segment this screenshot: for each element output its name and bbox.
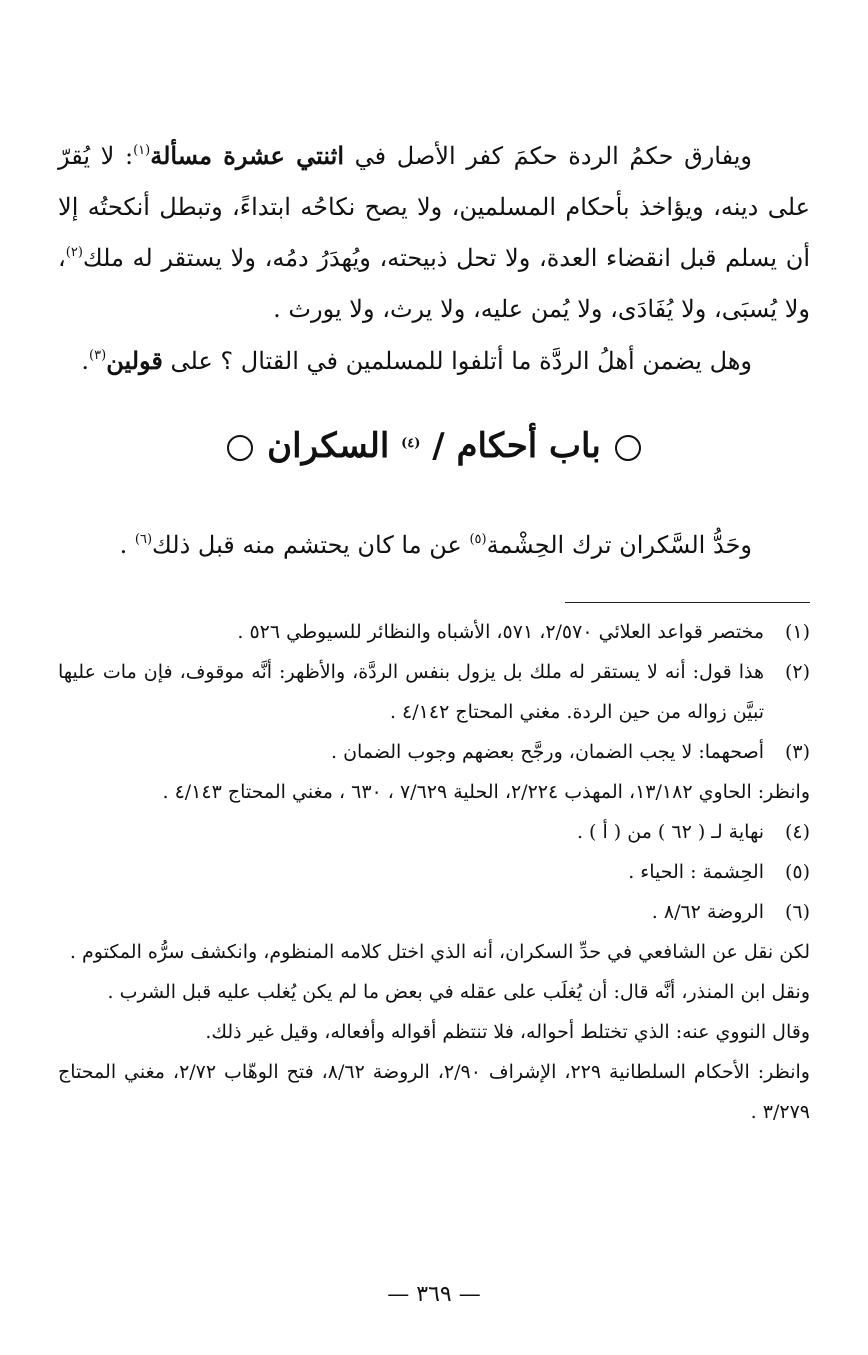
text-run: ويفارق حكمُ الردة حكمَ كفر الأصل في — [344, 142, 753, 170]
footnote — [58, 892, 810, 932]
footnote-ref-6[interactable]: (٦) — [134, 532, 153, 547]
paragraph-apostasy — [58, 130, 810, 335]
footnote-ref-2[interactable]: (٢) — [65, 245, 83, 260]
footnote — [58, 812, 810, 852]
bold-phrase: قولين — [106, 346, 163, 375]
footnote — [58, 852, 810, 892]
footnote-ref-5[interactable]: (٥) — [469, 532, 487, 547]
footnote-text: هذا قول: أنه لا يستقر له ملك بل يزول بنفس الردَّة، والأظهر: أنَّه موقوف، فإن مات عليها تبيَّن زواله من حين الردة. مغني المحتاج ٤/١٤٢ . — [58, 661, 764, 723]
footnote — [58, 732, 810, 772]
footnote-number: (٣) — [784, 741, 810, 763]
text-run: وحَدُّ السَّكران ترك الحِشْمة — [486, 531, 752, 559]
footnote-number: (٤) — [784, 821, 810, 843]
paragraph-liability — [58, 335, 810, 387]
footnote-text: نهاية لـ ( ٦٢ ) من ( أ ) . — [576, 821, 764, 843]
footnote-number: (٥) — [784, 861, 810, 883]
heading-text: باب أحكام / — [432, 426, 601, 466]
footnote-ref-4[interactable]: (٤) — [401, 436, 421, 451]
footnote-number: (٦) — [784, 901, 810, 923]
footnote-text: مختصر قواعد العلائي ٢/٥٧٠، ٥٧١، الأشباه والنظائر للسيوطي ٥٢٦ . — [237, 621, 764, 643]
text-run: : لا يُقرّ على دينه، ويؤاخذ بأحكام المسلمين، ولا يصح نكاحُه ابتداءً، وتبطل أنكحتُه إلا أن يسلم قبل انقضاء العدة، ولا تحل ذبيحته، ويُهدَرُ دمُه، ولا يستقر له ملك — [58, 142, 810, 272]
footnote-divider — [565, 602, 810, 603]
footnote — [58, 652, 810, 732]
chapter-heading — [0, 420, 868, 472]
footnote-number: (١) — [784, 621, 810, 643]
footnote-continuation: وانظر: الحاوي ١٣/١٨٢، المهذب ٢/٢٢٤، الحلية ٧/٦٢٩ ، ٦٣٠ ، مغني المحتاج ٤/١٤٣ . — [162, 781, 810, 803]
heading-text: السكران — [267, 426, 390, 466]
circle-ornament-icon — [615, 435, 641, 461]
circle-ornament-icon — [227, 435, 253, 461]
text-run: . — [81, 347, 90, 375]
footnotes — [58, 612, 810, 1132]
page-number: — ٣٦٩ — — [387, 1282, 481, 1307]
text-run: ، ولا يُسبَى، ولا يُفَادَى، ولا يُمن عليه، ولا يرث، ولا يورث . — [58, 244, 810, 323]
footnote — [58, 612, 810, 652]
footnote-continuation: وقال النووي عنه: الذي تختلط أحواله، فلا تنتظم أقواله وأفعاله، وقيل غير ذلك. — [205, 1021, 810, 1043]
main-text — [58, 130, 810, 387]
footnote-text: الحِشمة : الحياء . — [628, 861, 764, 883]
footnote-continuation: ونقل ابن المنذر، أنَّه قال: أن يُغلَب على عقله في بعض ما لم يكن يُغلب عليه قبل الشرب . — [107, 981, 810, 1003]
text-run: . — [119, 531, 135, 559]
footnote-text: أصحهما: لا يجب الضمان، ورجَّح بعضهم وجوب الضمان . — [330, 741, 764, 763]
footnote-continuation: وانظر: الأحكام السلطانية ٢٢٩، الإشراف ٢/٩٠، الروضة ٨/٦٢، فتح الوهّاب ٢/٧٢، مغني المحتاج ٣/٢٧٩ . — [58, 1061, 810, 1123]
footnote-continuation: لكن نقل عن الشافعي في حدِّ السكران، أنه الذي اختل كلامه المنظوم، وانكشف سرُّه المكتوم . — [69, 941, 810, 963]
footnote-number: (٢) — [784, 661, 810, 683]
footnote-text: الروضة ٨/٦٢ . — [651, 901, 764, 923]
bold-phrase: اثنتي عشرة مسألة — [150, 141, 345, 170]
definition-paragraph — [58, 520, 810, 570]
text-run: وهل يضمن أهلُ الردَّة ما أتلفوا للمسلمين في القتال ؟ على — [162, 347, 752, 375]
footnote-ref-1[interactable]: (١) — [133, 143, 151, 158]
text-run: عن ما كان يحتشم منه قبل ذلك — [152, 531, 470, 559]
footnote-ref-3[interactable]: (٣) — [89, 348, 107, 363]
